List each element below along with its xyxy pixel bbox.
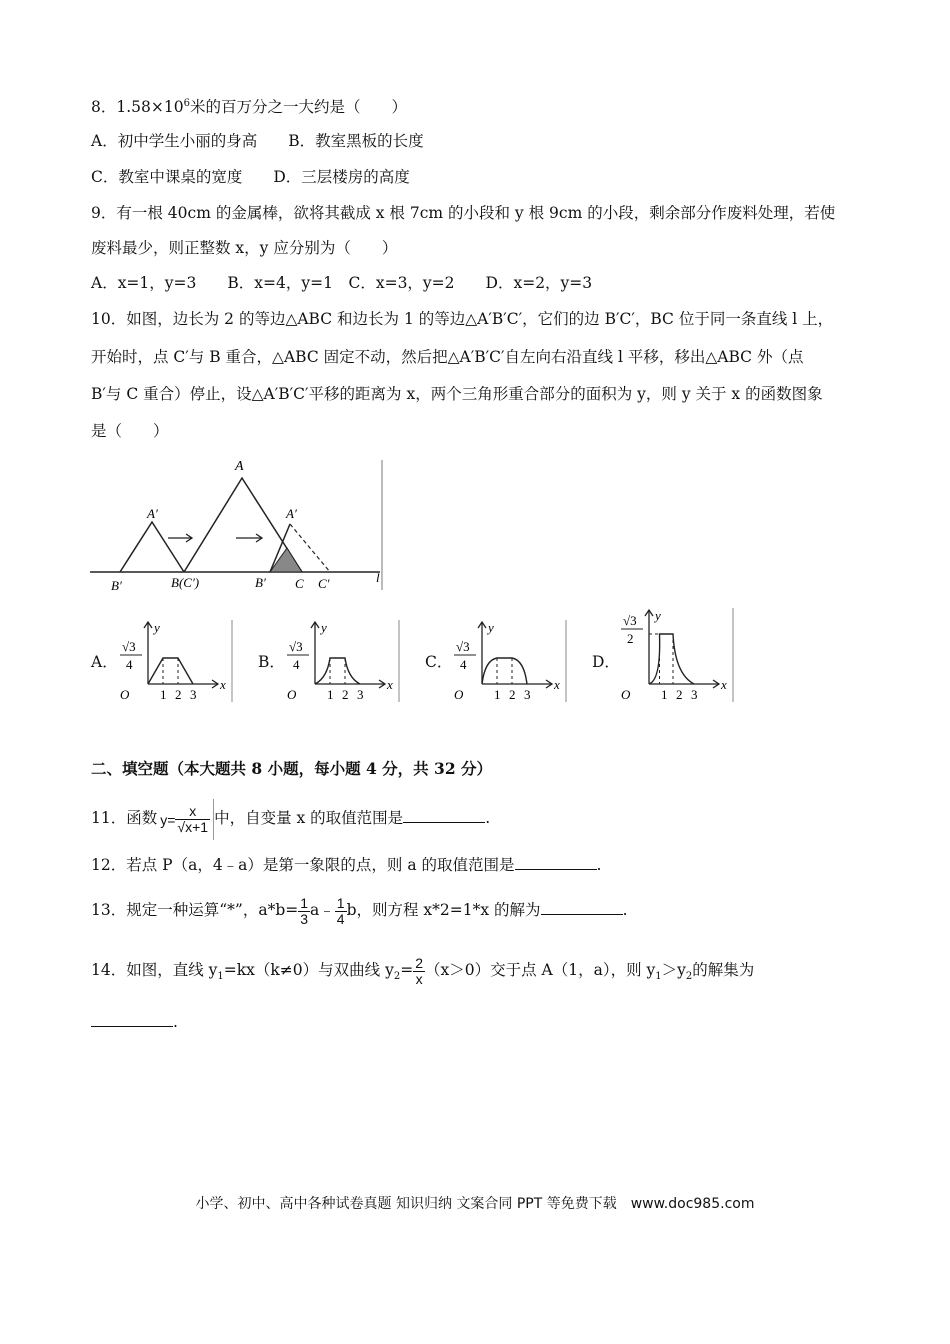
q10-option-graph xyxy=(283,618,403,704)
q8-stem: 8．$1.58\times 10^6$米的百万分之一大约是（ ） xyxy=(91,98,407,117)
answer-blank[interactable] xyxy=(91,1012,173,1027)
origin-label: O xyxy=(120,687,130,702)
q14-answer-line: . xyxy=(91,1012,178,1032)
arrow-icon xyxy=(168,534,192,542)
peak-numerator: √3 xyxy=(289,639,303,654)
label-A2: A′ xyxy=(286,506,297,521)
tick-label: 3 xyxy=(190,687,197,702)
q13-stem: 13．规定一种运算“*”，a*b= $\frac{1}{3}$ a﹣ $\frac{1}{4}$ b，则方程 x*2=1*x 的解为 . xyxy=(91,894,628,927)
axis-y-label: y xyxy=(655,608,661,623)
origin-label: O xyxy=(621,687,631,702)
function-curve xyxy=(148,658,193,684)
q10-stem-line2: 开始时，点 C′与 B 重合，△ABC 固定不动，然后把△A′B′C′自左向右沿直线 l 平移，移出△ABC 外（点 xyxy=(91,348,804,366)
q9-stem-line1: 9．有一根 40cm 的金属棒，欲将其截成 x 根 7cm 的小段和 y 根 9cm 的小段，剩余部分作废料处理，若使 xyxy=(91,204,836,222)
q10-stem-line3: B′与 C 重合）停止，设△A′B′C′平移的距离为 x，两个三角形重合部分的面积为 y，则 y 关于 x 的函数图象 xyxy=(91,385,823,403)
origin-label: O xyxy=(454,687,464,702)
tick-label: 1 xyxy=(661,687,668,702)
q12-stem: 12．若点 P（a，4﹣a）是第一象限的点，则 a 的取值范围是 . xyxy=(91,856,602,874)
q11-formula: y= $\frac{x}{√x+1}$ xyxy=(157,799,214,840)
axis-y-label: y xyxy=(154,620,160,635)
label-A1: A′ xyxy=(147,506,158,521)
tick-label: 3 xyxy=(691,687,698,702)
label-B1: B′ xyxy=(111,578,122,593)
label-B2: B′ xyxy=(255,575,266,590)
peak-numerator: √3 xyxy=(122,639,136,654)
q9-options: A．x=1，y=3 B．x=4，y=1 C．x=3，y=2 D．x=2，y=3 xyxy=(91,274,593,292)
q8-options-ab: A．初中学生小丽的身高 B．教室黑板的长度 xyxy=(91,132,424,150)
q10-option-label[interactable]: B． xyxy=(258,653,285,671)
label-C: C xyxy=(295,576,304,591)
axis-x-label: x xyxy=(220,677,226,692)
peak-numerator: √3 xyxy=(456,639,470,654)
q10-stem-line4: 是（ ） xyxy=(91,422,169,440)
tick-label: 2 xyxy=(175,687,182,702)
tick-label: 2 xyxy=(342,687,349,702)
small-triangle-left xyxy=(120,522,184,572)
function-curve xyxy=(649,634,694,684)
section2-title: 二、填空题（本大题共 8 小题，每小题 4 分，共 32 分） xyxy=(91,759,493,778)
peak-numerator: √3 xyxy=(623,613,637,628)
answer-blank[interactable] xyxy=(515,855,597,870)
tick-label: 1 xyxy=(327,687,334,702)
axis-y-label: y xyxy=(488,620,494,635)
q11-stem: 11．函数 y= $\frac{x}{√x+1}$ 中，自变量 x 的取值范围是 . xyxy=(91,798,490,838)
page-footer: 小学、初中、高中各种试卷真题 知识归纳 文案合同 PPT 等免费下载 www.doc985.com xyxy=(195,1196,755,1212)
origin-label: O xyxy=(287,687,297,702)
q10-option-label[interactable]: D． xyxy=(592,653,620,671)
label-C2: C′ xyxy=(318,576,330,591)
arrow-icon xyxy=(236,534,262,542)
peak-denominator: 2 xyxy=(627,631,634,646)
axis-x-label: x xyxy=(387,677,393,692)
q10-triangle-figure xyxy=(90,458,386,596)
label-A: A xyxy=(235,459,244,474)
q10-option-label[interactable]: C． xyxy=(425,653,453,671)
tick-label: 2 xyxy=(676,687,683,702)
tick-label: 2 xyxy=(509,687,516,702)
axis-x-label: x xyxy=(721,677,727,692)
tick-label: 3 xyxy=(524,687,531,702)
peak-denominator: 4 xyxy=(460,657,467,672)
peak-denominator: 4 xyxy=(293,657,300,672)
axis-x-label: x xyxy=(554,677,560,692)
function-curve xyxy=(315,658,360,684)
tick-label: 1 xyxy=(494,687,501,702)
axis-y-label: y xyxy=(321,620,327,635)
tick-label: 3 xyxy=(357,687,364,702)
answer-blank[interactable] xyxy=(541,900,623,915)
q10-option-graph xyxy=(617,606,737,704)
peak-denominator: 4 xyxy=(126,657,133,672)
q9-stem-line2: 废料最少，则正整数 x，y 应分别为（ ） xyxy=(91,239,398,257)
label-BC1: B(C′) xyxy=(171,575,200,590)
function-curve xyxy=(482,658,527,684)
q14-stem: 14．如图，直线 $y_1=kx(k\ne 0)$与双曲线 $y_2=$ $\frac{2}{x}$ （x＞0）交于点 A（1，a），则 $y_1>y_2$的解集为 xyxy=(91,954,755,987)
q10-option-graph xyxy=(116,618,236,704)
label-l: l xyxy=(376,570,380,585)
q10-option-graph xyxy=(450,618,570,704)
answer-blank[interactable] xyxy=(403,808,485,823)
q8-options-cd: C．教室中课桌的宽度 D．三层楼房的高度 xyxy=(91,168,410,186)
q10-stem-line1: 10．如图，边长为 2 的等边△ABC 和边长为 1 的等边△A′B′C′，它们的边 B′C′，BC 位于同一条直线 l 上， xyxy=(91,310,834,328)
tick-label: 1 xyxy=(160,687,167,702)
q10-option-label[interactable]: A． xyxy=(91,653,118,671)
